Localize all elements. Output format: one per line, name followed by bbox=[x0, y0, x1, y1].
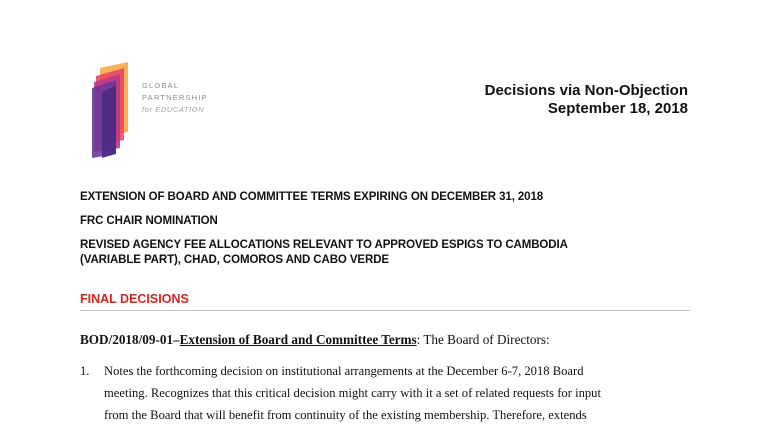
item-line: Notes the forthcoming decision on institutional arrangements at the December 6-7, 2018 Board bbox=[104, 364, 584, 378]
agenda-item: FRC CHAIR NOMINATION bbox=[80, 215, 218, 227]
document-title: Decisions via Non-Objection bbox=[484, 82, 688, 99]
decision-heading bbox=[80, 332, 700, 348]
agenda-list bbox=[80, 190, 700, 277]
item-line: meeting. Recognizes that this critical decision might carry with it a set of related requests for input bbox=[104, 386, 601, 400]
gpe-logo bbox=[86, 52, 256, 162]
book-icon bbox=[86, 52, 138, 160]
item-number: 1. bbox=[80, 364, 90, 378]
agenda-item: (VARIABLE PART), CHAD, COMOROS AND CABO VERDE bbox=[80, 254, 389, 266]
agenda-item: EXTENSION OF BOARD AND COMMITTEE TERMS EXPIRING ON DECEMBER 31, 2018 bbox=[80, 191, 544, 203]
item-line: from the Board that will benefit from continuity of the existing membership. Therefore, extends bbox=[104, 408, 587, 422]
section-heading: FINAL DECISIONS bbox=[80, 292, 690, 311]
item-text bbox=[104, 360, 700, 426]
logo-line-3: for EDUCATION bbox=[142, 105, 205, 114]
decision-suffix: : The Board of Directors: bbox=[416, 332, 550, 347]
document-date: September 18, 2018 bbox=[547, 100, 688, 117]
agenda-item: REVISED AGENCY FEE ALLOCATIONS RELEVANT TO APPROVED ESPIGS TO CAMBODIA bbox=[80, 239, 568, 251]
decision-code: BOD/2018/09-01– bbox=[80, 332, 180, 347]
logo-line-1: GLOBAL bbox=[142, 81, 180, 90]
logo-wordmark bbox=[142, 80, 208, 116]
decision-title: Extension of Board and Committee Terms bbox=[179, 332, 417, 347]
document-header bbox=[485, 82, 688, 118]
logo-line-2: PARTNERSHIP bbox=[142, 93, 208, 102]
